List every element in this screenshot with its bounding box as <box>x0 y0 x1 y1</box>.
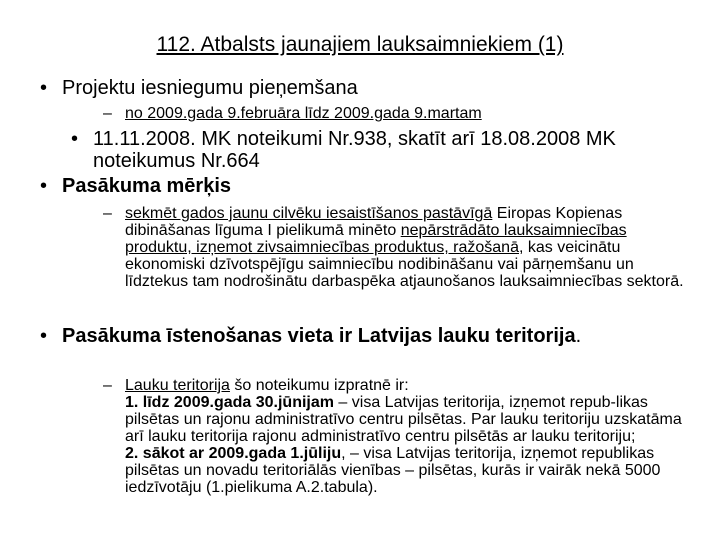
goal-part-1: sekmēt gados jaunu cilvēku iesaistīšanos pastāvīgā <box>125 205 493 222</box>
goal-part-2: Eiropas <box>492 205 552 222</box>
definition-intro: šo noteikumu izpratnē ir: <box>229 377 409 394</box>
dash-icon: – <box>103 377 112 394</box>
bullet-icon: • <box>71 128 79 150</box>
period-2-text: , – visa Latvijas teritorija, izņemot republikas pilsētas un novadu teritoriālās vienības – pilsētas, kurās ir vairāk nekā 5000 iedzīvotāju (1.pielikuma A.2.tabula). <box>125 445 661 496</box>
rural-territory-term: Lauku teritorija <box>125 377 230 394</box>
page-title: 112. Atbalsts jaunajiem lauksaimniekiem (1) <box>156 33 564 56</box>
sub-goal-paragraph <box>103 205 693 290</box>
goal-part-5: kas veicinātu ekonomiski dzīvotspējīgu saimniecību nodibināšanu vai pārņemšanu un līdztekus tam nodrošinātu darbaspēka atjaunošanos lauksaimniecības sektorā. <box>125 239 684 290</box>
sub-text: no 2009.gada 9.februāra līdz 2009.gada 9.martam <box>125 105 482 122</box>
goal-part-4: nepārstrādāto lauksaimniecības produktu, izņemot zivsaimniecības produktus, ražošanā, <box>125 222 627 256</box>
goal-part-3: Kopienas dibināšanas līguma I pielikumā minēto <box>125 205 623 239</box>
period-2-label: 2. sākot ar 2009.gada 1.jūliju <box>125 445 342 462</box>
bullet-regulation <box>71 128 693 172</box>
bullet-text-tail: . <box>575 325 582 347</box>
period-1-text: – visa Latvijas teritorija, izņemot repub-likas pilsētas un rajonu administratīvo centru pilsētas. Par lauku teritoriju uzskatāma arī lauku teritorija rajonu administratīvo centru pilsētās ar lauku teritoriju; <box>125 394 682 445</box>
bullet-text-line2: noteikumus Nr.664 <box>93 150 260 172</box>
sub-date-range <box>103 105 685 122</box>
bullet-icon: • <box>40 325 48 347</box>
bullet-text: Pasākuma mērķis <box>62 175 232 197</box>
dash-icon: – <box>103 105 112 122</box>
bullet-territory <box>40 325 662 347</box>
dash-icon: – <box>103 205 112 222</box>
sub-territory-definition <box>103 377 695 496</box>
bullet-icon: • <box>40 175 48 197</box>
bullet-submission <box>40 77 358 99</box>
period-1-label: 1. līdz 2009.gada 30.jūnijam <box>125 394 334 411</box>
bullet-text: Projektu iesniegumu pieņemšana <box>62 77 358 99</box>
bullet-text-bold: Pasākuma īstenošanas vieta ir Latvijas lauku teritorija <box>62 325 576 347</box>
bullet-text-line1: 11.11.2008. MK noteikumi Nr.938, skatīt arī 18.08.2008 MK <box>93 128 616 150</box>
bullet-goal <box>40 175 232 197</box>
bullet-icon: • <box>40 77 48 99</box>
